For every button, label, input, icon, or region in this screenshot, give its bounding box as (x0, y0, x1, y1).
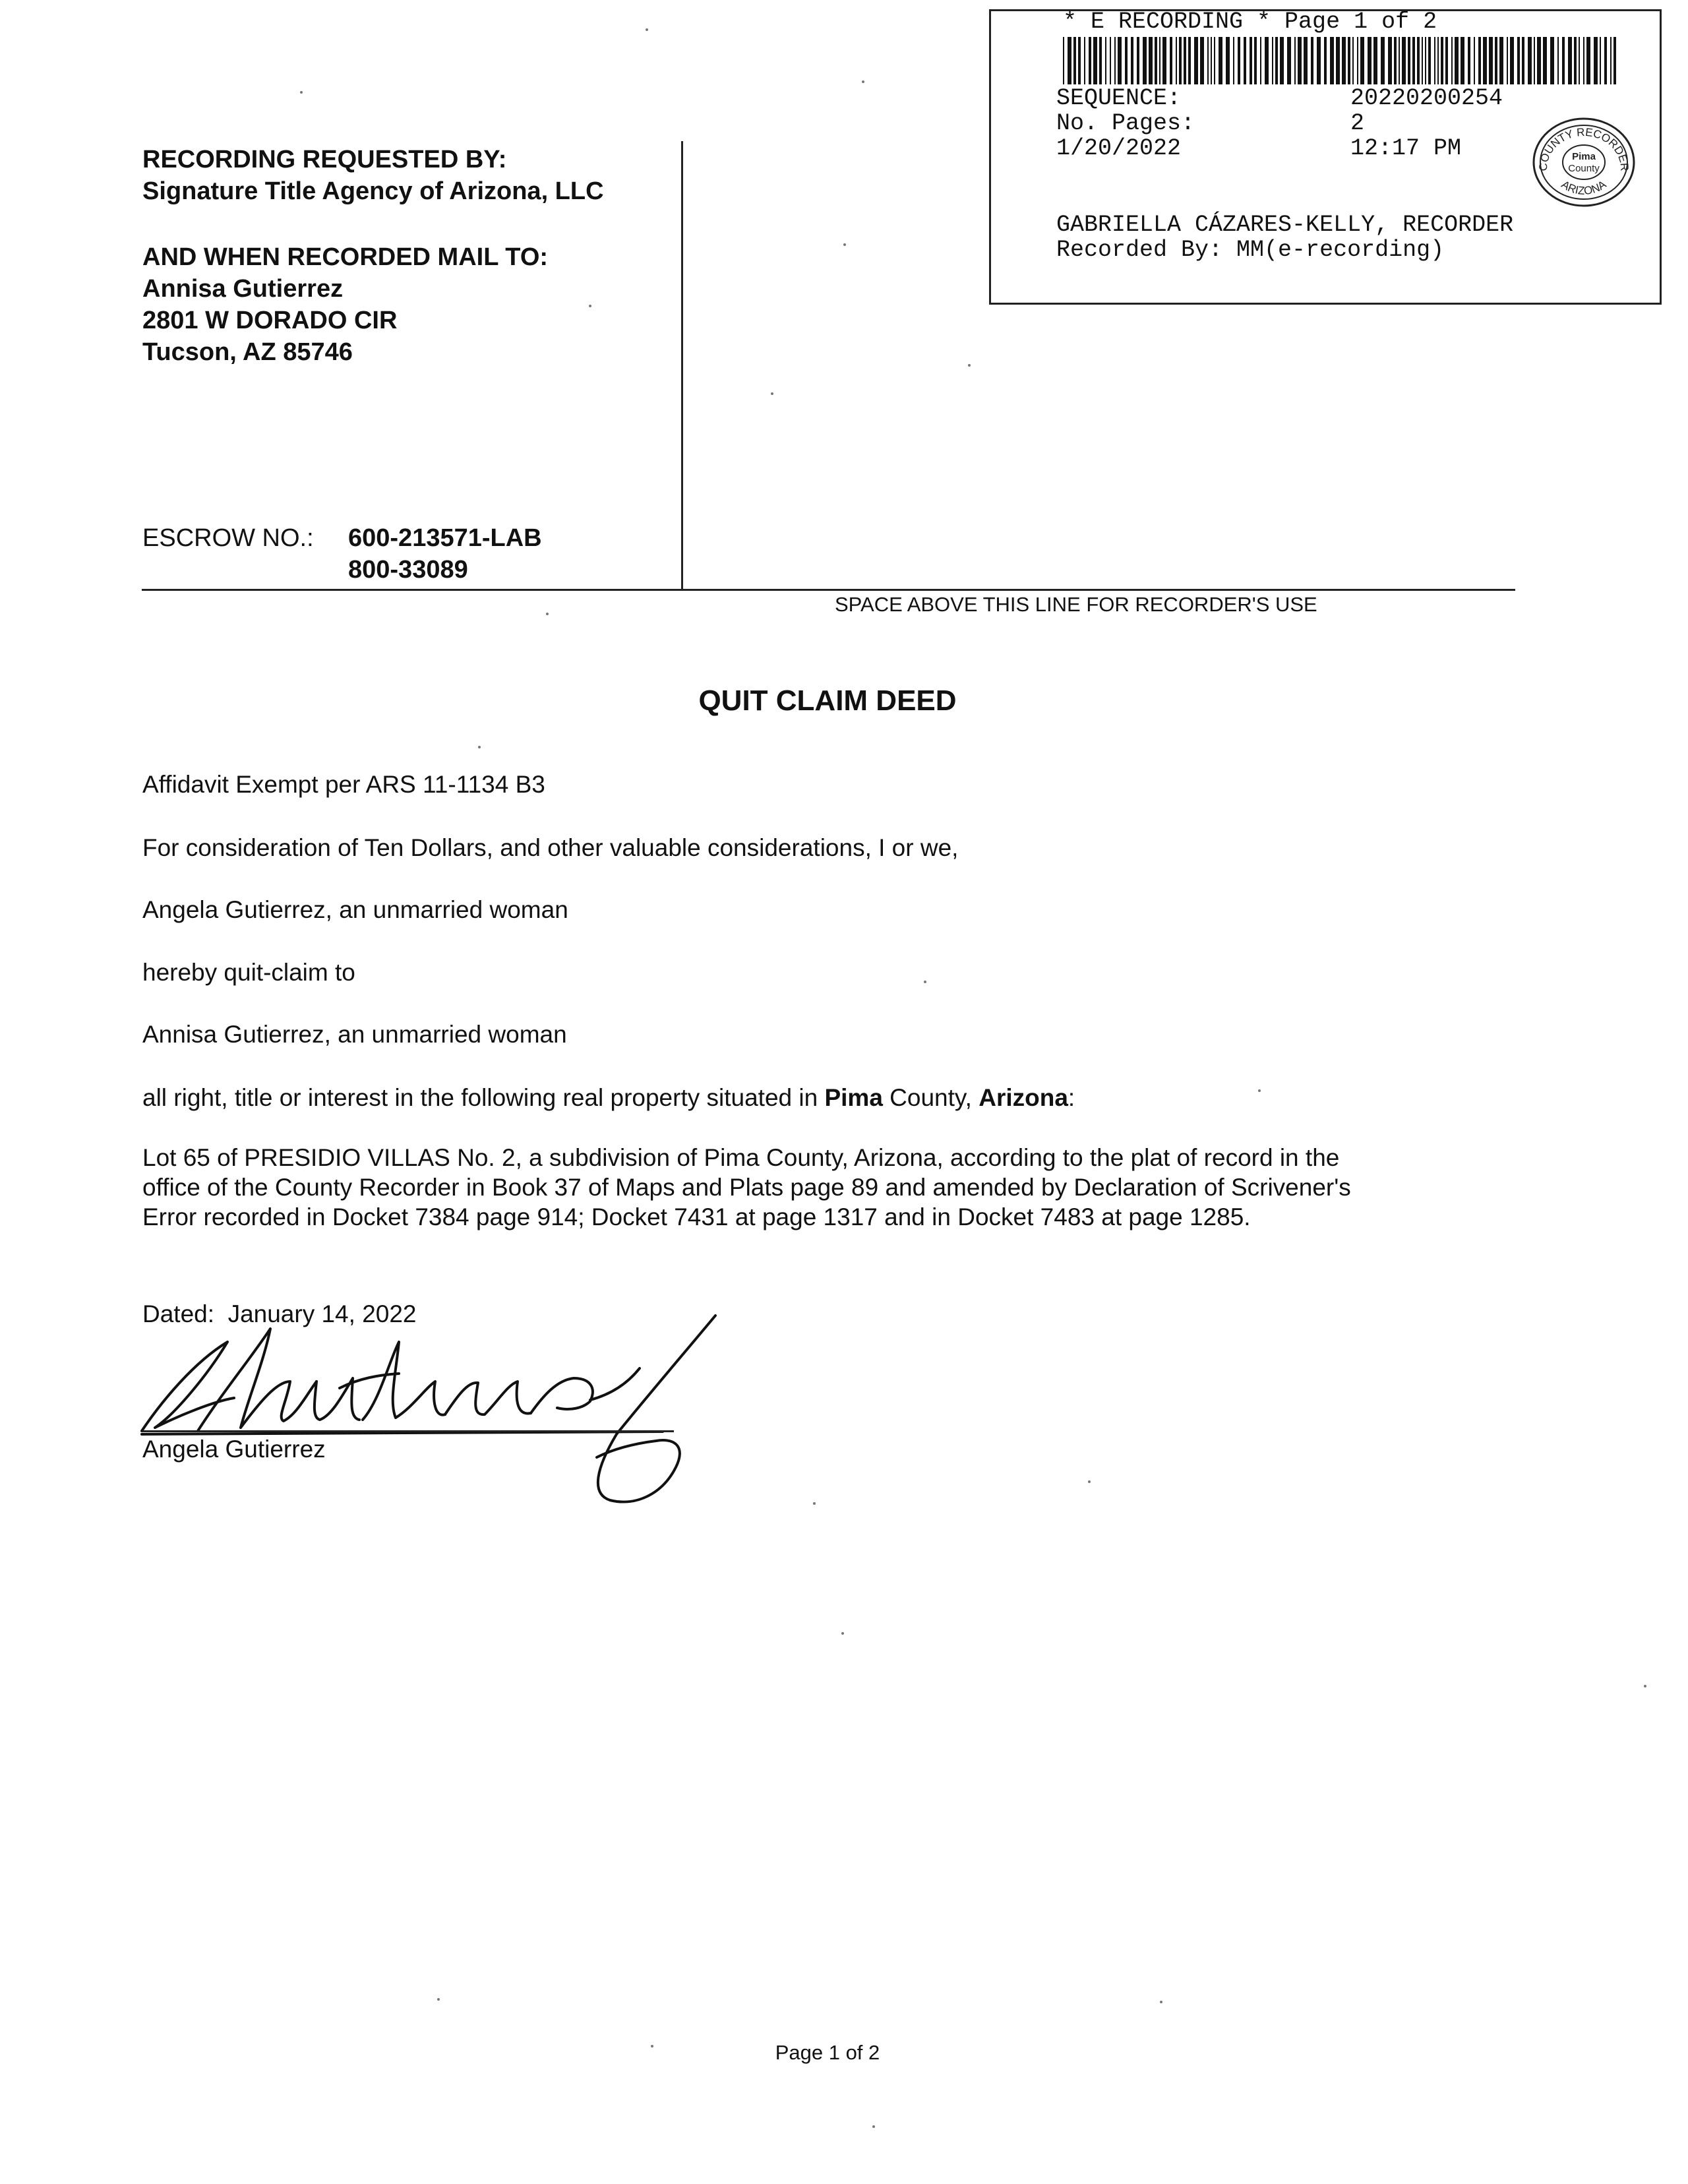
barcode-bar (1574, 37, 1577, 84)
requested-by-name: Signature Title Agency of Arizona, LLC (142, 177, 604, 205)
scan-speck (1160, 2001, 1162, 2003)
barcode-bar (1522, 37, 1524, 84)
barcode-bar (1265, 37, 1269, 84)
barcode-bar (1280, 37, 1284, 84)
recorder-space-line (142, 589, 1515, 591)
escrow-label: ESCROW NO.: (142, 524, 314, 552)
legal-line-2: office of the County Recorder in Book 37 of Maps and Plats page 89 and amended by Declaration of Scrivener's (142, 1174, 1351, 1201)
barcode-bar (1357, 37, 1358, 84)
barcode-icon (1063, 37, 1617, 84)
barcode-bar (1399, 37, 1400, 84)
barcode-bar (1613, 37, 1616, 84)
recording-time: 12:17 PM (1350, 135, 1462, 162)
grantee-text: Annisa Gutierrez, an unmarried woman (142, 1021, 567, 1048)
barcode-bar (1317, 37, 1321, 84)
scan-speck (437, 1998, 440, 2001)
barcode-bar (1417, 37, 1420, 84)
barcode-bar (1099, 37, 1102, 84)
barcode-bar (1125, 37, 1128, 84)
signature-icon (135, 1302, 742, 1520)
scan-speck (924, 981, 926, 983)
legal-line-3: Error recorded in Docket 7384 page 914; Docket 7431 at page 1317 and in Docket 7483 at page 1285. (142, 1203, 1251, 1230)
consideration-text: For consideration of Ten Dollars, and other valuable considerations, I or we, (142, 834, 959, 861)
affidavit-text: Affidavit Exempt per ARS 11-1134 B3 (142, 771, 545, 798)
scan-speck (546, 613, 549, 615)
scan-speck (651, 2045, 653, 2048)
barcode-bar (1441, 37, 1443, 84)
scan-speck (1088, 1480, 1091, 1483)
barcode-bar (1425, 37, 1426, 84)
barcode-bar (1162, 37, 1166, 84)
barcode-bar (1428, 37, 1431, 84)
barcode-bar (1149, 37, 1153, 84)
barcode-bar (1089, 37, 1091, 84)
barcode-bar (1368, 37, 1372, 84)
barcode-bar (1084, 37, 1085, 84)
scan-speck (1644, 1685, 1646, 1687)
barcode-bar (1137, 37, 1139, 84)
barcode-bar (1451, 37, 1453, 84)
barcode-bar (1226, 37, 1230, 84)
mail-to-label: AND WHEN RECORDED MAIL TO: (142, 243, 549, 271)
barcode-bar (1517, 37, 1520, 84)
mail-to-street: 2801 W DORADO CIR (142, 307, 398, 334)
scan-speck (813, 1502, 816, 1505)
barcode-bar (1260, 37, 1261, 84)
barcode-bar (1244, 37, 1246, 84)
barcode-bar (1143, 37, 1147, 84)
signature-line (142, 1430, 674, 1432)
barcode-bar (1478, 37, 1481, 84)
barcode-bar (1543, 37, 1547, 84)
quitclaim-text: hereby quit-claim to (142, 959, 355, 986)
scan-speck (646, 28, 648, 31)
barcode-bar (1155, 37, 1157, 84)
barcode-bar (1304, 37, 1308, 84)
barcode-bar (1275, 37, 1278, 84)
barcode-bar (1170, 37, 1172, 84)
barcode-bar (1105, 37, 1106, 84)
barcode-bar (1093, 37, 1097, 84)
barcode-bar (1568, 37, 1572, 84)
page-title: QUIT CLAIM DEED (698, 684, 957, 717)
barcode-bar (1434, 37, 1435, 84)
scan-speck (771, 392, 773, 395)
barcode-bar (1298, 37, 1302, 84)
barcode-bar (1194, 37, 1198, 84)
scan-speck (589, 305, 591, 307)
barcode-bar (1352, 37, 1354, 84)
legal-description (142, 1143, 1351, 1232)
page-number: Page 1 of 2 (775, 2041, 880, 2064)
barcode-bar (1311, 37, 1313, 84)
seal-text-center-1: Pima (1572, 151, 1596, 162)
barcode-bar (1528, 37, 1532, 84)
barcode-bar (1402, 37, 1406, 84)
scan-speck (841, 1632, 844, 1635)
barcode-bar (1324, 37, 1327, 84)
barcode-bar (1594, 37, 1598, 84)
legal-line-1: Lot 65 of PRESIDIO VILLAS No. 2, a subdivision of Pima County, Arizona, according to the plat of record in the (142, 1144, 1340, 1171)
barcode-bar (1562, 37, 1565, 84)
barcode-bar (1534, 37, 1535, 84)
barcode-bar (1474, 37, 1475, 84)
barcode-bar (1583, 37, 1584, 84)
barcode-bar (1073, 37, 1076, 84)
sequence-value: 20220200254 (1350, 85, 1503, 111)
scan-speck (843, 243, 846, 246)
grantor-text: Angela Gutierrez, an unmarried woman (142, 896, 568, 923)
barcode-bar (1250, 37, 1252, 84)
pages-label: No. Pages: (1056, 110, 1195, 136)
recording-header: * E RECORDING * Page 1 of 2 (1063, 9, 1437, 35)
barcode-bar (1110, 37, 1111, 84)
recorder-use-note: SPACE ABOVE THIS LINE FOR RECORDER'S USE (835, 593, 1317, 616)
barcode-bar (1211, 37, 1212, 84)
svg-text:ARIZONA (1559, 178, 1609, 197)
escrow-number-1: 600-213571-LAB (348, 524, 542, 552)
barcode-bar (1068, 37, 1071, 84)
barcode-bar (1445, 37, 1448, 84)
sequence-label: SEQUENCE: (1056, 85, 1182, 111)
barcode-bar (1550, 37, 1554, 84)
scan-speck (478, 746, 481, 748)
barcode-bar (1114, 37, 1116, 84)
barcode-bar (1412, 37, 1415, 84)
barcode-bar (1287, 37, 1291, 84)
county-name: Pima (824, 1084, 883, 1111)
barcode-bar (1373, 37, 1377, 84)
barcode-bar (1495, 37, 1497, 84)
barcode-bar (1219, 37, 1222, 84)
scan-speck (1258, 1089, 1261, 1092)
seal-text-bottom: ARIZONA (1559, 178, 1609, 198)
barcode-bar (1579, 37, 1580, 84)
requested-by-label: RECORDING REQUESTED BY: (142, 146, 507, 173)
mail-to-name: Annisa Gutierrez (142, 275, 344, 303)
barcode-bar (1461, 37, 1464, 84)
barcode-bar (1078, 37, 1081, 84)
county-word: County, (882, 1084, 979, 1111)
mail-to-city: Tucson, AZ 85746 (142, 338, 353, 366)
seal-text-center-2: County (1568, 163, 1600, 174)
barcode-bar (1394, 37, 1397, 84)
seal-text-top: COUNTY RECORDER (1536, 125, 1631, 171)
recorded-by: Recorded By: MM(e-recording) (1056, 237, 1445, 263)
barcode-bar (1437, 37, 1439, 84)
scan-speck (872, 2125, 875, 2128)
recording-date: 1/20/2022 (1056, 135, 1182, 162)
barcode-bar (1360, 37, 1364, 84)
barcode-bar (1557, 37, 1559, 84)
barcode-bar (1342, 37, 1346, 84)
barcode-bar (1499, 37, 1503, 84)
property-statement (142, 1082, 1075, 1114)
barcode-bar (1207, 37, 1209, 84)
barcode-bar (1600, 37, 1601, 84)
barcode-bar (1188, 37, 1191, 84)
barcode-bar (1455, 37, 1459, 84)
barcode-bar (1348, 37, 1350, 84)
barcode-bar (1184, 37, 1186, 84)
barcode-bar (1336, 37, 1340, 84)
barcode-bar (1507, 37, 1508, 84)
barcode-bar (1537, 37, 1541, 84)
property-intro: all right, title or interest in the following real property situated in (142, 1084, 825, 1111)
escrow-number-2: 800-33089 (348, 556, 468, 584)
property-colon: : (1068, 1084, 1075, 1111)
barcode-bar (1238, 37, 1240, 84)
dated-text: Dated: January 14, 2022 (142, 1300, 417, 1327)
barcode-bar (1118, 37, 1122, 84)
header-divider-vertical (681, 141, 683, 591)
pages-value: 2 (1350, 110, 1365, 136)
barcode-bar (1294, 37, 1296, 84)
barcode-bar (1179, 37, 1182, 84)
barcode-bar (1489, 37, 1493, 84)
barcode-bar (1408, 37, 1410, 84)
state-name: Arizona (979, 1084, 1068, 1111)
barcode-bar (1330, 37, 1334, 84)
barcode-bar (1468, 37, 1470, 84)
barcode-bar (1254, 37, 1257, 84)
barcode-bar (1272, 37, 1273, 84)
barcode-bar (1483, 37, 1487, 84)
barcode-bar (1176, 37, 1177, 84)
barcode-bar (1388, 37, 1392, 84)
barcode-bar (1159, 37, 1160, 84)
barcode-bar (1604, 37, 1607, 84)
signer-name: Angela Gutierrez (142, 1436, 326, 1463)
barcode-bar (1381, 37, 1385, 84)
barcode-bar (1510, 37, 1514, 84)
barcode-bar (1063, 37, 1064, 84)
scan-speck (862, 80, 864, 83)
recorder-name: GABRIELLA CÁZARES-KELLY, RECORDER (1056, 212, 1514, 238)
barcode-bar (1233, 37, 1234, 84)
barcode-bar (1200, 37, 1204, 84)
county-recorder-seal-icon (1531, 116, 1637, 208)
scan-speck (300, 91, 303, 94)
scan-speck (968, 364, 971, 367)
barcode-bar (1610, 37, 1612, 84)
barcode-bar (1422, 37, 1423, 84)
barcode-bar (1131, 37, 1133, 84)
barcode-bar (1586, 37, 1590, 84)
barcode-bar (1214, 37, 1215, 84)
